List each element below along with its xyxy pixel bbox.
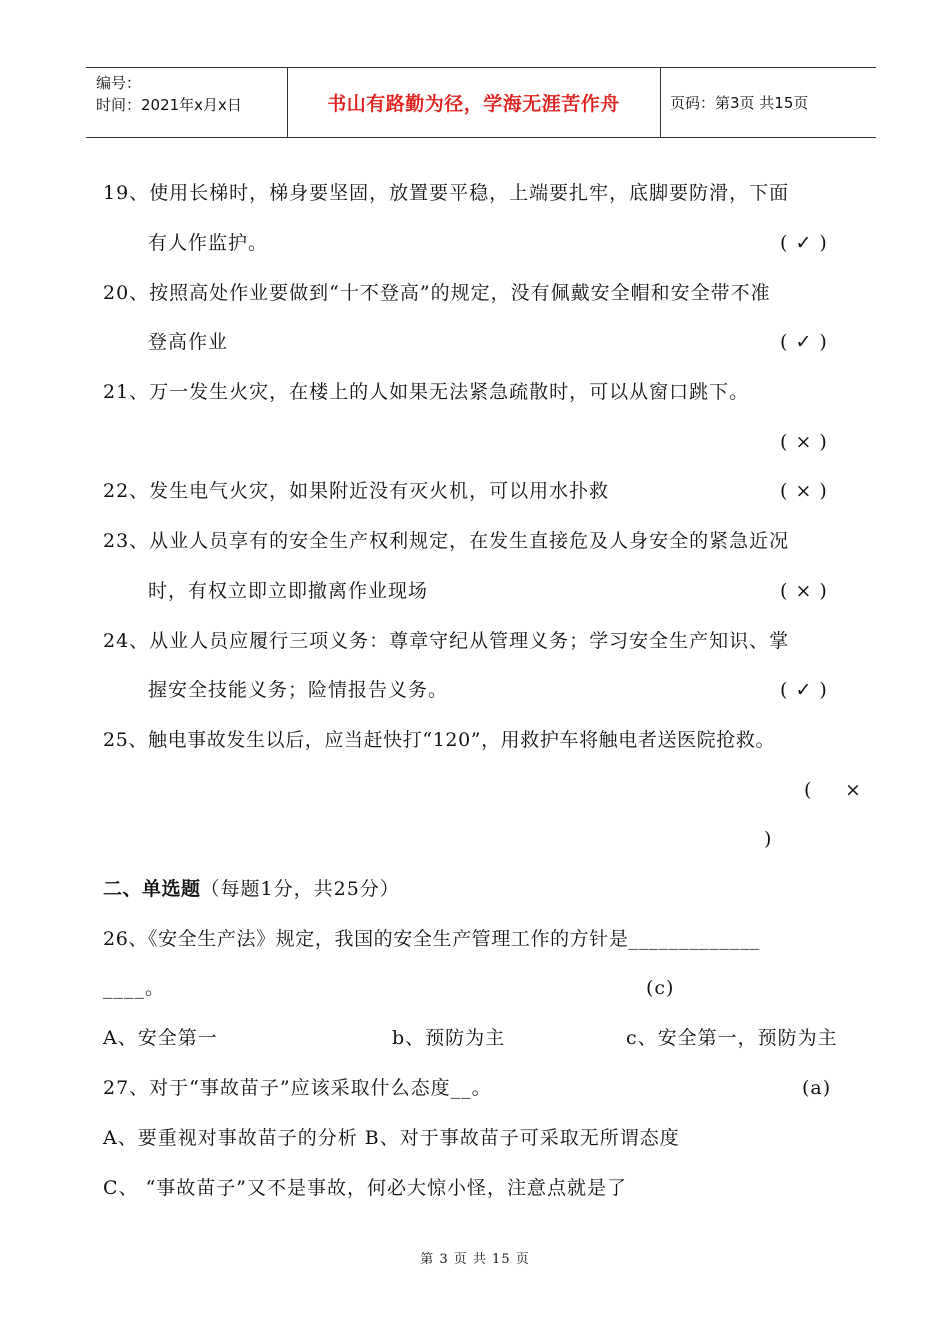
document-header	[86, 67, 876, 138]
question-27-option-c: C、 “事故苗子”又不是事故，何必大惊小怪，注意点就是了	[103, 1177, 628, 1199]
header-divider	[660, 68, 661, 137]
question-26-option-a: A、安全第一	[103, 1027, 218, 1049]
question-22-answer: ( × )	[780, 480, 828, 502]
question-25-line1: 25、触电事故发生以后，应当赶快打“120”，用救护车将触电者送医院抢救。	[103, 729, 776, 751]
question-24-line1: 24、从业人员应履行三项义务：尊章守纪从管理义务；学习安全生产知识、掌	[103, 630, 790, 652]
question-23-line2: 时，有权立即立即撤离作业现场	[148, 580, 429, 602]
header-meta	[96, 72, 286, 116]
question-26-option-c: c、安全第一，预防为主	[626, 1027, 838, 1049]
section-title: 二、单选题	[103, 878, 201, 900]
header-page-info: 页码：第3页 共15页	[670, 94, 809, 112]
question-23-line1: 23、从业人员享有的安全生产权利规定，在发生直接危及人身安全的紧急近况	[103, 530, 790, 552]
question-26-stem: 26、《安全生产法》规定，我国的安全生产管理工作的方针是_____________	[103, 928, 760, 950]
question-19-line1: 19、使用长梯时，梯身要坚固，放置要平稳，上端要扎牢，底脚要防滑，下面	[103, 182, 790, 204]
question-24-line2: 握安全技能义务；险情报告义务。	[148, 679, 449, 701]
question-22-line1: 22、发生电气火灾，如果附近没有灭火机，可以用水扑救	[103, 480, 610, 502]
question-19-line2: 有人作监护。	[148, 232, 269, 254]
question-27-options-ab: A、要重视对事故苗子的分析 B、对于事故苗子可采取无所谓态度	[103, 1127, 680, 1149]
question-20-answer: ( ✓ )	[780, 331, 828, 353]
question-20-line2: 登高作业	[148, 331, 229, 353]
question-20-line1: 20、按照高处作业要做到“十不登高”的规定，没有佩戴安全帽和安全带不准	[103, 282, 771, 304]
question-21-line1: 21、万一发生火灾，在楼上的人如果无法紧急疏散时，可以从窗口跳下。	[103, 381, 750, 403]
page-footer: 第 3 页 共 15 页	[420, 1252, 530, 1267]
section-heading	[103, 876, 400, 902]
section-note: （每题1分，共25分）	[200, 878, 400, 900]
question-25-answer-mark: ×	[845, 779, 862, 801]
question-21-answer: ( × )	[780, 431, 828, 453]
question-25-answer-close: )	[764, 828, 773, 850]
question-23-answer: ( × )	[780, 580, 828, 602]
question-26-stem-cont: ____。	[103, 977, 166, 999]
question-26-option-b: b、预防为主	[392, 1027, 506, 1049]
question-19-answer: ( ✓ )	[780, 232, 828, 254]
code-label: 编号：	[96, 74, 142, 92]
header-motto: 书山有路勤为径，学海无涯苦作舟	[327, 93, 620, 115]
question-25-answer-open: (	[804, 779, 813, 801]
time-label: 时间：2021年x月x日	[96, 96, 242, 114]
question-27-answer: (a)	[802, 1077, 832, 1099]
question-27-stem: 27、对于“事故苗子”应该采取什么态度__。	[103, 1077, 492, 1099]
question-26-answer: (c)	[646, 977, 675, 999]
question-24-answer: ( ✓ )	[780, 679, 828, 701]
